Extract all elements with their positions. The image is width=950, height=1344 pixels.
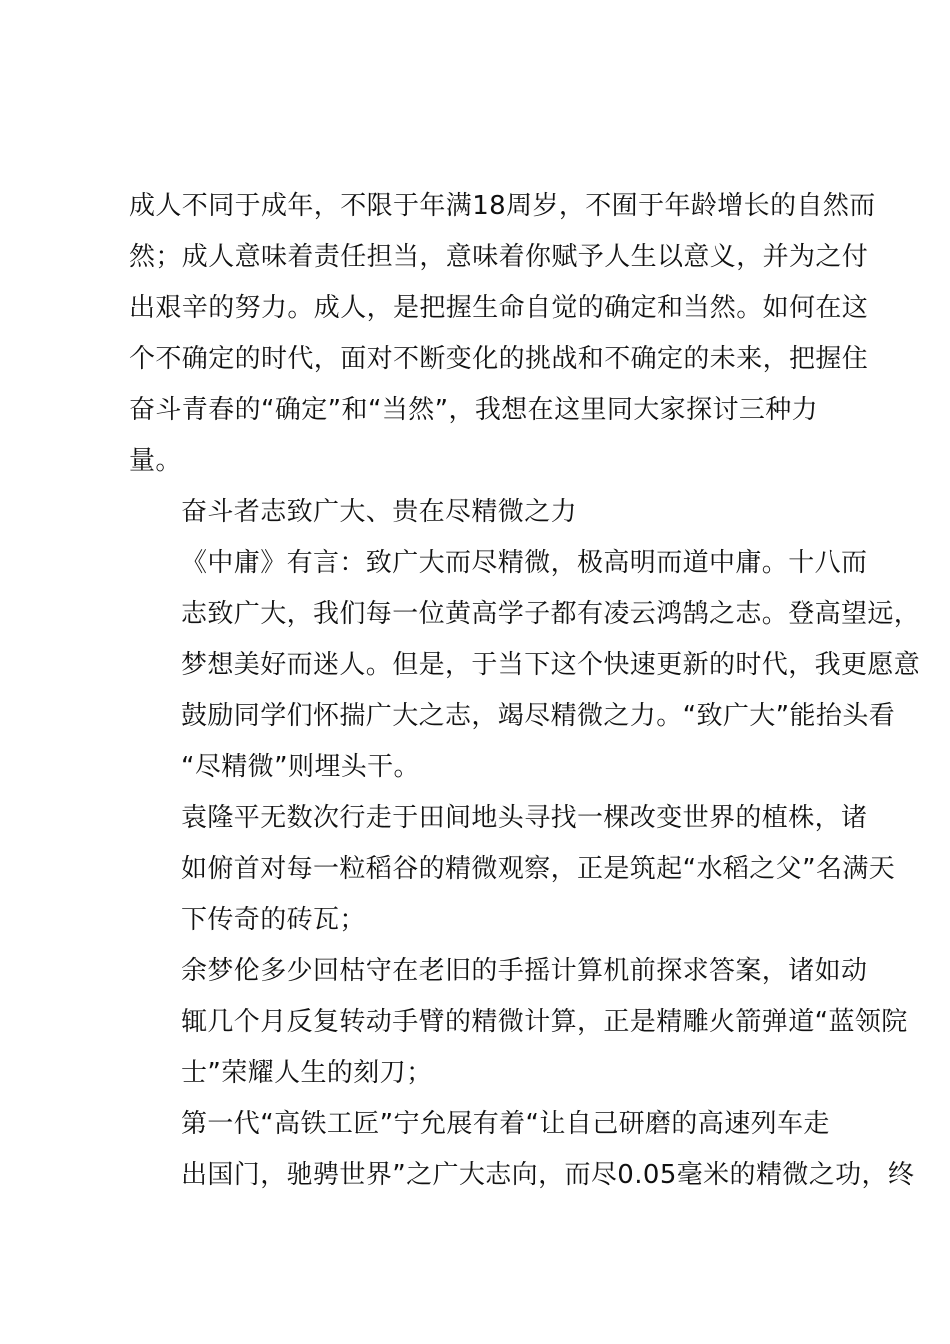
text-line: 志致广大，我们每一位黄高学子都有凌云鸿鹄之志。登高望远， xyxy=(181,599,921,629)
text-line: 鼓励同学们怀揣广大之志，竭尽精微之力。“致广大”能抬头看 xyxy=(181,701,896,731)
text-line: 士”荣耀人生的刻刀； xyxy=(181,1058,433,1088)
text-line: 袁隆平无数次行走于田间地头寻找一棵改变世界的植株，诸 xyxy=(181,803,868,833)
heading-line: 奋斗者志致广大、贵在尽精微之力 xyxy=(181,497,578,527)
text-line: 余梦伦多少回枯守在老旧的手摇计算机前探求答案，诸如动 xyxy=(181,956,868,986)
section-heading xyxy=(129,487,845,538)
text-line: 成人不同于成年，不限于年满18周岁，不囿于年龄增长的自然而 xyxy=(129,191,876,221)
text-line: 出国门，驰骋世界”之广大志向，而尽0.05毫米的精微之功，终 xyxy=(181,1160,915,1190)
text-line: 然；成人意味着责任担当，意味着你赋予人生以意义，并为之付 xyxy=(129,242,869,272)
text-line: 辄几个月反复转动手臂的精微计算，正是精雕火箭弹道“蓝领院 xyxy=(181,1007,908,1037)
text-line: 第一代“高铁工匠”宁允展有着“让自己研磨的高速列车走 xyxy=(181,1109,830,1139)
text-line: 《中庸》有言：致广大而尽精微，极高明而道中庸。十八而 xyxy=(181,548,868,578)
text-line: 量。 xyxy=(129,446,182,476)
paragraph-yu-menglun xyxy=(129,946,908,1099)
text-line: 梦想美好而迷人。但是，于当下这个快速更新的时代，我更愿意 xyxy=(181,650,921,680)
paragraph-intro xyxy=(129,181,876,487)
text-line: 如俯首对每一粒稻谷的精微观察，正是筑起“水稻之父”名满天 xyxy=(181,854,896,884)
text-line: 奋斗青春的“确定”和“当然”，我想在这里同大家探讨三种力 xyxy=(129,395,819,425)
text-line: 下传奇的砖瓦； xyxy=(181,905,366,935)
text-line: 出艰辛的努力。成人，是把握生命自觉的确定和当然。如何在这 xyxy=(129,293,869,323)
text-line: “尽精微”则埋头干。 xyxy=(181,752,420,782)
document-body xyxy=(129,181,921,1201)
text-line: 个不确定的时代，面对不断变化的挑战和不确定的未来，把握住 xyxy=(129,344,869,374)
paragraph-zhongyong xyxy=(129,538,921,793)
paragraph-yuan-longping xyxy=(129,793,896,946)
paragraph-ning-yunzhan xyxy=(129,1099,915,1201)
